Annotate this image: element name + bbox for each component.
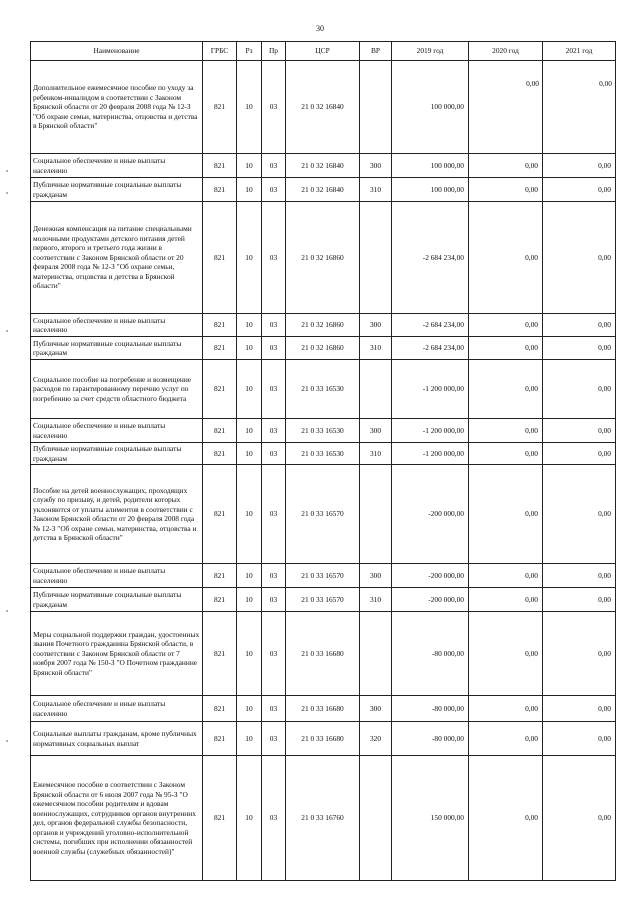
row-2021: 0,00 <box>543 154 616 178</box>
row-pr: 03 <box>262 443 286 465</box>
row-csr: 21 0 33 16530 <box>286 360 360 419</box>
row-csr: 21 0 32 16840 <box>286 154 360 178</box>
table-row <box>31 443 616 465</box>
row-2019: 100 000,00 <box>392 61 469 154</box>
row-2019: -1 200 000,00 <box>392 419 469 443</box>
header-rz: Рз <box>237 42 262 61</box>
table-row <box>31 178 616 202</box>
row-2021: 0,00 <box>543 419 616 443</box>
header-name: Наименование <box>31 42 203 61</box>
row-name: Социальное обеспечение и иные выплаты населению <box>31 564 203 588</box>
row-vr: 310 <box>360 443 392 465</box>
row-name: Публичные нормативные социальные выплаты гражданам <box>31 337 203 360</box>
row-vr: 300 <box>360 154 392 178</box>
row-pr: 03 <box>262 588 286 612</box>
row-pr: 03 <box>262 360 286 419</box>
table-row <box>31 419 616 443</box>
row-2019: -200 000,00 <box>392 588 469 612</box>
row-grbs: 821 <box>203 360 237 419</box>
row-rz: 10 <box>237 612 262 696</box>
row-2020: 0,00 <box>469 337 543 360</box>
row-name: Социальные выплаты гражданам, кроме публичных нормативных социальных выплат <box>31 722 203 756</box>
row-name: Социальное обеспечение и иные выплаты населению <box>31 154 203 178</box>
row-2020: 0,00 <box>469 419 543 443</box>
row-vr: 300 <box>360 696 392 722</box>
row-2019: -200 000,00 <box>392 465 469 564</box>
row-grbs: 821 <box>203 588 237 612</box>
row-rz: 10 <box>237 564 262 588</box>
row-2020: 0,00 <box>469 465 543 564</box>
row-2019: -80 000,00 <box>392 612 469 696</box>
row-grbs: 821 <box>203 696 237 722</box>
row-csr: 21 0 33 16680 <box>286 612 360 696</box>
row-2021: 0,00 <box>543 588 616 612</box>
row-vr: 300 <box>360 314 392 337</box>
row-pr: 03 <box>262 314 286 337</box>
scan-mark <box>6 610 8 612</box>
row-2021: 0,00 <box>543 314 616 337</box>
row-2020: 0,00 <box>469 61 543 154</box>
row-2021: 0,00 <box>543 61 616 154</box>
row-pr: 03 <box>262 178 286 202</box>
row-rz: 10 <box>237 154 262 178</box>
row-name: Социальное обеспечение и иные выплаты населению <box>31 419 203 443</box>
row-name: Ежемесячное пособие в соответствии с Законом Брянской области от 6 июля 2007 года № 95-З "О ежемесячном пособии родителям и вдовам военнослужащих, сотрудников органов внутренних дел, органов федеральной службы безопасности, органов и учреждений уголовно-исполнительной системы, погибших при исполнении обязанностей военной службы (служебных обязанностей)" <box>31 756 203 881</box>
row-grbs: 821 <box>203 178 237 202</box>
table-row <box>31 465 616 564</box>
row-2020: 0,00 <box>469 443 543 465</box>
row-pr: 03 <box>262 756 286 881</box>
row-rz: 10 <box>237 337 262 360</box>
row-2019: -80 000,00 <box>392 722 469 756</box>
row-2020: 0,00 <box>469 314 543 337</box>
row-vr: 300 <box>360 419 392 443</box>
row-csr: 21 0 33 16530 <box>286 419 360 443</box>
header-2019: 2019 год <box>392 42 469 61</box>
row-csr: 21 0 33 16760 <box>286 756 360 881</box>
table-row <box>31 202 616 314</box>
row-vr: 310 <box>360 588 392 612</box>
header-grbs: ГРБС <box>203 42 237 61</box>
table-row <box>31 154 616 178</box>
row-csr: 21 0 32 16840 <box>286 61 360 154</box>
scan-mark <box>6 192 8 194</box>
row-vr: 300 <box>360 564 392 588</box>
row-name: Публичные нормативные социальные выплаты гражданам <box>31 443 203 465</box>
row-2019: 100 000,00 <box>392 154 469 178</box>
row-2019: -2 684 234,00 <box>392 314 469 337</box>
row-rz: 10 <box>237 443 262 465</box>
row-2019: 150 000,00 <box>392 756 469 881</box>
row-vr <box>360 465 392 564</box>
row-grbs: 821 <box>203 443 237 465</box>
table-row <box>31 314 616 337</box>
row-2021: 0,00 <box>543 612 616 696</box>
table-row <box>31 756 616 881</box>
scan-mark <box>6 740 8 742</box>
header-2020: 2020 год <box>469 42 543 61</box>
row-rz: 10 <box>237 722 262 756</box>
row-pr: 03 <box>262 722 286 756</box>
row-2019: -1 200 000,00 <box>392 443 469 465</box>
row-name: Дополнительное ежемесячное пособие по уходу за ребенком-инвалидом в соответствии с Законом Брянской области от 20 февраля 2008 года № 12-З "Об охране семьи, материнства, отцовства и детства в Брянской области" <box>31 61 203 154</box>
row-2019: -2 684 234,00 <box>392 202 469 314</box>
row-2020: 0,00 <box>469 588 543 612</box>
row-pr: 03 <box>262 61 286 154</box>
row-2020: 0,00 <box>469 722 543 756</box>
row-rz: 10 <box>237 419 262 443</box>
budget-table <box>30 41 616 881</box>
row-name: Меры социальной поддержки граждан, удостоенных звания Почетного гражданина Брянской области, в соответствии с Законом Брянской области от 7 ноября 2007 года № 150-З "О Почетном гражданине Брянской области" <box>31 612 203 696</box>
row-grbs: 821 <box>203 756 237 881</box>
row-2019: -200 000,00 <box>392 564 469 588</box>
row-grbs: 821 <box>203 612 237 696</box>
row-2021: 0,00 <box>543 178 616 202</box>
row-pr: 03 <box>262 465 286 564</box>
row-vr: 320 <box>360 722 392 756</box>
row-pr: 03 <box>262 154 286 178</box>
row-csr: 21 0 33 16570 <box>286 588 360 612</box>
row-2021: 0,00 <box>543 756 616 881</box>
row-csr: 21 0 33 16530 <box>286 443 360 465</box>
row-rz: 10 <box>237 314 262 337</box>
row-csr: 21 0 33 16680 <box>286 696 360 722</box>
row-2021: 0,00 <box>543 564 616 588</box>
row-csr: 21 0 32 16840 <box>286 178 360 202</box>
row-grbs: 821 <box>203 722 237 756</box>
row-2021: 0,00 <box>543 465 616 564</box>
row-name: Социальное обеспечение и иные выплаты населению <box>31 314 203 337</box>
row-2021: 0,00 <box>543 337 616 360</box>
row-rz: 10 <box>237 360 262 419</box>
row-2019: -80 000,00 <box>392 696 469 722</box>
row-pr: 03 <box>262 202 286 314</box>
row-grbs: 821 <box>203 419 237 443</box>
row-name: Публичные нормативные социальные выплаты гражданам <box>31 178 203 202</box>
row-csr: 21 0 33 16680 <box>286 722 360 756</box>
row-name: Социальное пособие на погребение и возмещение расходов по гарантированному перечню услуг по погребению за счет средств областного бюджета <box>31 360 203 419</box>
row-name: Денежная компенсация на питание специальными молочными продуктами детского питания детей первого, второго и третьего года жизни в соответствии с Законом Брянской области от 20 февраля 2008 года № 12-З "Об охране семьи, материнства, отцовства и детства в Брянской области" <box>31 202 203 314</box>
row-grbs: 821 <box>203 202 237 314</box>
row-rz: 10 <box>237 696 262 722</box>
row-vr <box>360 360 392 419</box>
row-name: Публичные нормативные социальные выплаты гражданам <box>31 588 203 612</box>
scan-mark <box>6 170 8 172</box>
row-2020: 0,00 <box>469 696 543 722</box>
row-2019: -1 200 000,00 <box>392 360 469 419</box>
row-rz: 10 <box>237 588 262 612</box>
row-name: Пособие на детей военнослужащих, проходящих службу по призыву, и детей, родители которых уклоняются от уплаты алиментов в соответствии с Законом Брянской области от 20 февраля 2008 года № 12-З "Об охране семьи, материнства, отцовства и детства в Брянской области" <box>31 465 203 564</box>
table-header-row <box>31 42 616 61</box>
row-grbs: 821 <box>203 314 237 337</box>
header-csr: ЦСР <box>286 42 360 61</box>
row-vr <box>360 61 392 154</box>
row-pr: 03 <box>262 696 286 722</box>
table-row <box>31 564 616 588</box>
row-2021: 0,00 <box>543 443 616 465</box>
row-pr: 03 <box>262 564 286 588</box>
row-csr: 21 0 33 16570 <box>286 465 360 564</box>
row-2019: 100 000,00 <box>392 178 469 202</box>
row-rz: 10 <box>237 465 262 564</box>
table-row <box>31 612 616 696</box>
row-2020: 0,00 <box>469 178 543 202</box>
row-2020: 0,00 <box>469 756 543 881</box>
row-pr: 03 <box>262 337 286 360</box>
row-csr: 21 0 33 16570 <box>286 564 360 588</box>
row-2021: 0,00 <box>543 360 616 419</box>
row-rz: 10 <box>237 756 262 881</box>
row-pr: 03 <box>262 419 286 443</box>
table-row <box>31 722 616 756</box>
row-pr: 03 <box>262 612 286 696</box>
row-name: Социальное обеспечение и иные выплаты населению <box>31 696 203 722</box>
row-vr <box>360 612 392 696</box>
row-vr: 310 <box>360 337 392 360</box>
table-row <box>31 337 616 360</box>
table-row <box>31 588 616 612</box>
scan-mark <box>6 330 8 332</box>
row-2021: 0,00 <box>543 696 616 722</box>
header-vr: ВР <box>360 42 392 61</box>
row-grbs: 821 <box>203 564 237 588</box>
row-csr: 21 0 32 16860 <box>286 202 360 314</box>
row-grbs: 821 <box>203 465 237 564</box>
row-grbs: 821 <box>203 154 237 178</box>
row-grbs: 821 <box>203 61 237 154</box>
row-2021: 0,00 <box>543 722 616 756</box>
row-2020: 0,00 <box>469 202 543 314</box>
row-2019: -2 684 234,00 <box>392 337 469 360</box>
row-rz: 10 <box>237 178 262 202</box>
row-vr <box>360 202 392 314</box>
row-vr: 310 <box>360 178 392 202</box>
row-2020: 0,00 <box>469 564 543 588</box>
row-csr: 21 0 32 16860 <box>286 314 360 337</box>
row-2020: 0,00 <box>469 360 543 419</box>
page-number: 30 <box>316 24 324 33</box>
row-2020: 0,00 <box>469 612 543 696</box>
row-2021: 0,00 <box>543 202 616 314</box>
row-csr: 21 0 32 16860 <box>286 337 360 360</box>
row-rz: 10 <box>237 202 262 314</box>
row-2020: 0,00 <box>469 154 543 178</box>
table-row <box>31 61 616 154</box>
header-2021: 2021 год <box>543 42 616 61</box>
header-pr: Пр <box>262 42 286 61</box>
row-vr <box>360 756 392 881</box>
row-rz: 10 <box>237 61 262 154</box>
table-row <box>31 360 616 419</box>
row-grbs: 821 <box>203 337 237 360</box>
table-row <box>31 696 616 722</box>
